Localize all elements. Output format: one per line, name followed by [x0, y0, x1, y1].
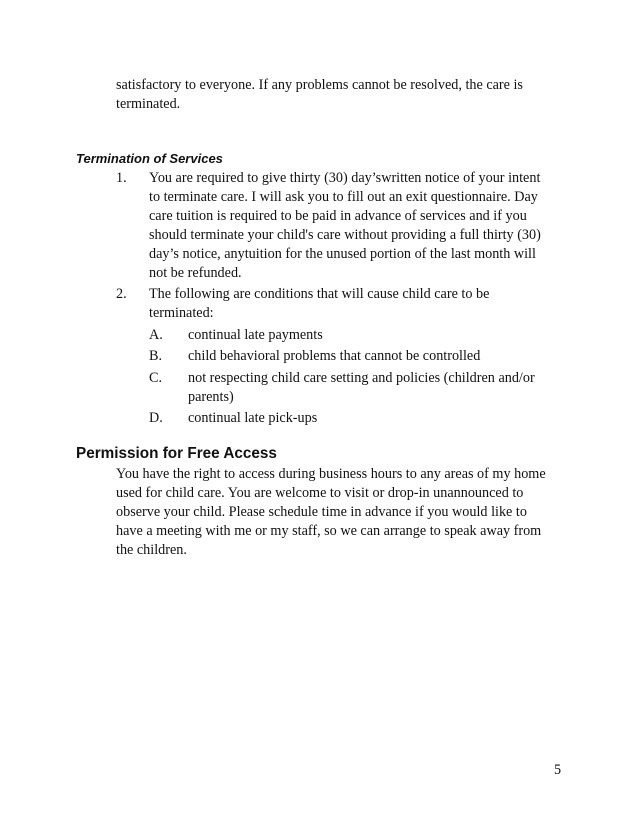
- item-1-line-5: day’s notice, anytuition for the unused portion of the last month will: [149, 246, 536, 262]
- subitem-b-text: child behavioral problems that cannot be controlled: [188, 348, 481, 364]
- access-line-1: You have the right to access during business hours to any areas of my home: [116, 466, 546, 482]
- termination-heading: Termination of Services: [76, 151, 223, 166]
- subitem-b-letter: B.: [149, 348, 163, 364]
- item-1-line-6: not be refunded.: [149, 265, 242, 281]
- item-2-number: 2.: [116, 286, 127, 302]
- access-line-4: have a meeting with me or my staff, so we can arrange to speak away from: [116, 523, 542, 539]
- subitem-a-text: continual late payments: [188, 327, 323, 343]
- subitem-d-letter: D.: [149, 410, 163, 426]
- item-1-number: 1.: [116, 170, 127, 186]
- access-line-3: observe your child. Please schedule time in advance if you would like to: [116, 504, 527, 520]
- subitem-a-letter: A.: [149, 327, 163, 343]
- subitem-d-text: continual late pick-ups: [188, 410, 318, 426]
- item-2-line-2: terminated:: [149, 305, 214, 321]
- subitem-c-letter: C.: [149, 370, 163, 386]
- item-1-line-3: care tuition is required to be paid in advance of services and if you: [149, 208, 527, 224]
- access-line-5: the children.: [116, 542, 187, 558]
- item-2-line-1: The following are conditions that will cause child care to be: [149, 286, 490, 302]
- intro-line-2: terminated.: [116, 96, 181, 112]
- access-line-2: used for child care. You are welcome to visit or drop-in unannounced to: [116, 485, 524, 501]
- item-1-line-4: should terminate your child's care without providing a full thirty (30): [149, 227, 541, 243]
- access-heading: Permission for Free Access: [76, 445, 277, 462]
- subitem-c-text-1: not respecting child care setting and policies (children and/or: [188, 370, 535, 386]
- intro-line-1: satisfactory to everyone. If any problems cannot be resolved, the care is: [116, 77, 523, 93]
- page-number: 5: [554, 762, 562, 778]
- subitem-c-text-2: parents): [188, 389, 234, 405]
- item-1-line-1: You are required to give thirty (30) day’swritten notice of your intent: [149, 170, 541, 186]
- item-1-line-2: to terminate care. I will ask you to fill out an exit questionnaire. Day: [149, 189, 538, 205]
